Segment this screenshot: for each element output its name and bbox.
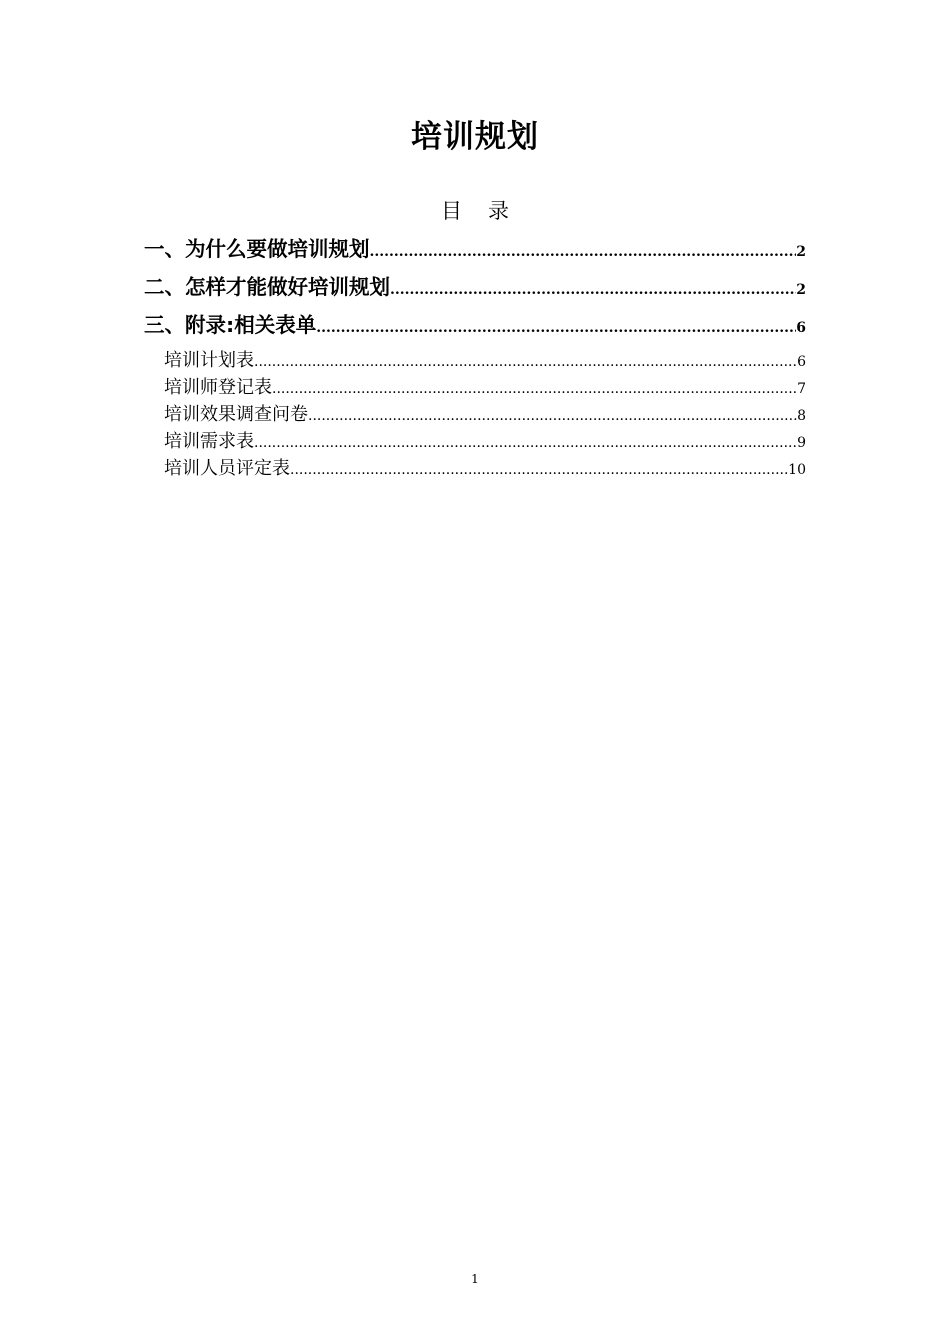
toc-entry-label: 一、为什么要做培训规划 [144,237,370,261]
toc-leader-dots [308,403,797,428]
toc-subentry-page-number: 6 [797,354,806,370]
toc-subentry-needs-form[interactable] [164,429,806,455]
toc-subentry-label: 培训效果调查问卷 [164,404,308,425]
toc-heading-char-2: 录 [488,199,509,223]
toc-subentry-effect-survey[interactable] [164,402,806,428]
toc-subentry-page-number: 10 [788,462,806,478]
toc-heading [0,197,950,225]
toc-entry-page-number: 2 [796,282,806,298]
toc-subentry-page-number: 7 [797,381,806,397]
toc-heading-char-1: 目 [441,199,462,223]
toc-entry-why-training-plan[interactable] [144,232,806,266]
page-number-footer: 1 [471,1272,479,1286]
toc-subentry-personnel-evaluation[interactable] [164,456,806,482]
toc-entry-page-number: 2 [796,244,806,260]
toc-subentry-page-number: 9 [797,435,806,451]
toc-subentry-label: 培训计划表 [164,350,254,371]
toc-entry-how-training-plan[interactable] [144,270,806,304]
toc-subentry-label: 培训师登记表 [164,377,272,398]
toc-subentry-trainer-registration[interactable] [164,375,806,401]
toc-leader-dots [254,349,797,374]
toc-entry-appendix-forms[interactable] [144,308,806,342]
toc-leader-dots [272,376,797,401]
toc-subentry-label: 培训人员评定表 [164,458,290,479]
toc-leader-dots [254,430,797,455]
toc-leader-dots [370,235,797,266]
toc-leader-dots [390,273,796,304]
toc-leader-dots [316,311,796,342]
toc-leader-dots [290,457,788,482]
toc-subentry-training-plan-form[interactable] [164,348,806,374]
toc-entry-page-number: 6 [796,320,806,336]
toc-subentry-label: 培训需求表 [164,431,254,452]
document-title: 培训规划 [411,119,539,155]
toc-entry-label: 二、怎样才能做好培训规划 [144,275,390,299]
toc-entry-label: 三、附录:相关表单 [144,313,317,337]
toc-subentry-page-number: 8 [797,408,806,424]
